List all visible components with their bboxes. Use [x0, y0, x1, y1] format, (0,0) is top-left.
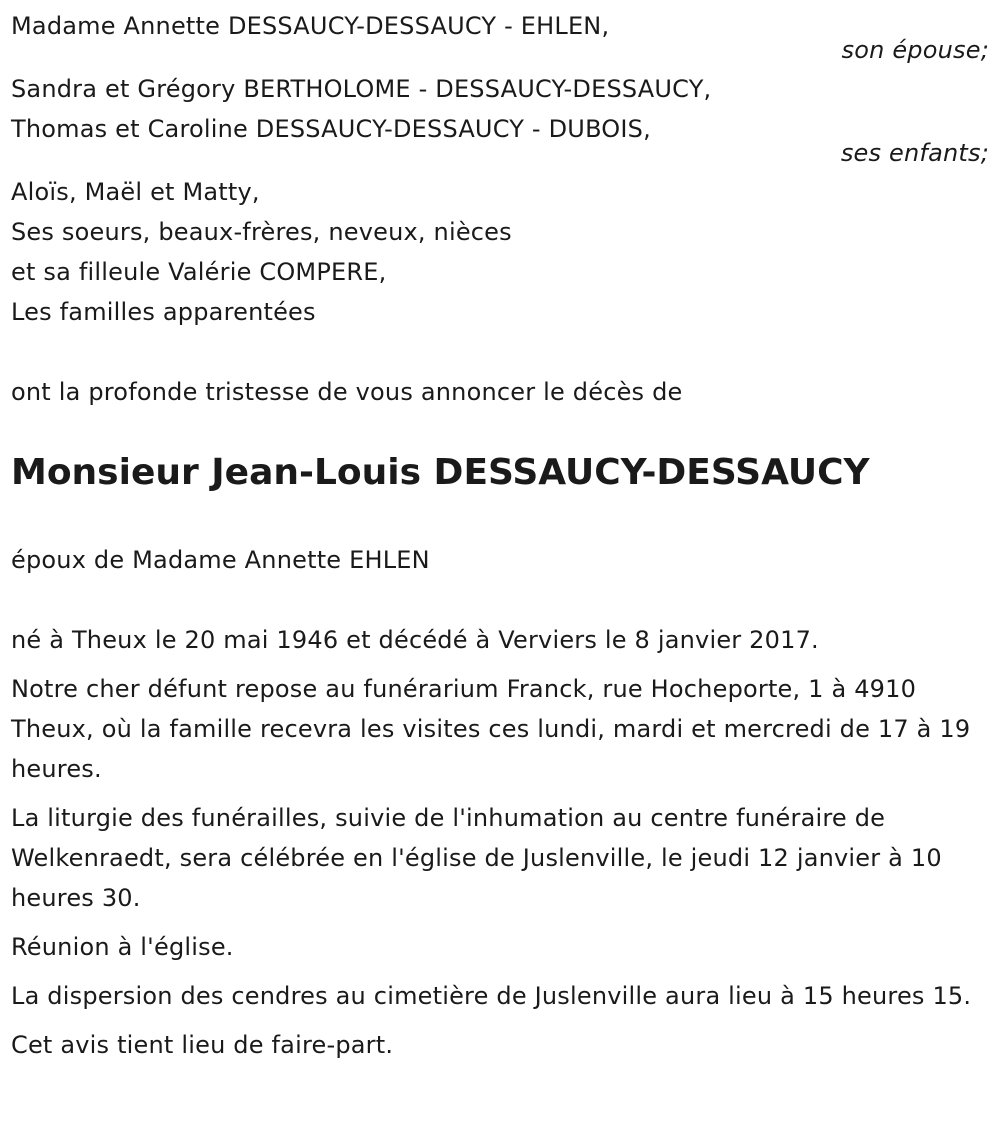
relative-line: Ses soeurs, beaux-frères, neveux, nièces — [11, 218, 512, 246]
child-line: Thomas et Caroline DESSAUCY-DESSAUCY - DUBOIS, — [11, 115, 651, 143]
relative-line: Les familles apparentées — [11, 298, 316, 326]
spouse-of-block — [11, 540, 989, 580]
spouse-role-block — [11, 30, 989, 70]
spouse-of: époux de Madame Annette EHLEN — [11, 546, 430, 574]
details-section — [11, 620, 989, 1074]
birth-death-paragraph: né à Theux le 20 mai 1946 et décédé à Verviers le 8 janvier 2017. — [11, 626, 819, 654]
announcement-intro: ont la profonde tristesse de vous annoncer le décès de — [11, 378, 683, 406]
other-relatives-block — [11, 172, 989, 332]
notice-paragraph: Cet avis tient lieu de faire-part. — [11, 1031, 394, 1059]
funeral-paragraph: La liturgie des funérailles, suivie de l'inhumation au centre funéraire de Welkenraedt, sera célébrée en l'église de Juslenville, le jeudi 12 janvier à 10 heures 30. — [11, 804, 942, 912]
deceased-name: Monsieur Jean-Louis DESSAUCY-DESSAUCY — [11, 452, 870, 493]
children-role: ses enfants; — [840, 139, 989, 167]
gathering-paragraph: Réunion à l'église. — [11, 933, 234, 961]
spouse-line: Madame Annette DESSAUCY-DESSAUCY - EHLEN, — [11, 12, 610, 40]
announcement-intro-block — [11, 372, 989, 412]
child-line: Sandra et Grégory BERTHOLOME - DESSAUCY-DESSAUCY, — [11, 75, 712, 103]
visitation-paragraph: Notre cher défunt repose au funérarium Franck, rue Hocheporte, 1 à 4910 Theux, où la famille recevra les visites ces lundi, mardi et mercredi de 17 à 19 heures. — [11, 675, 971, 783]
relative-line: Aloïs, Maël et Matty, — [11, 178, 260, 206]
children-role-block — [11, 133, 989, 173]
ashes-paragraph: La dispersion des cendres au cimetière de Juslenville aura lieu à 15 heures 15. — [11, 982, 972, 1010]
relative-line: et sa filleule Valérie COMPERE, — [11, 258, 387, 286]
spouse-role: son épouse; — [841, 36, 989, 64]
